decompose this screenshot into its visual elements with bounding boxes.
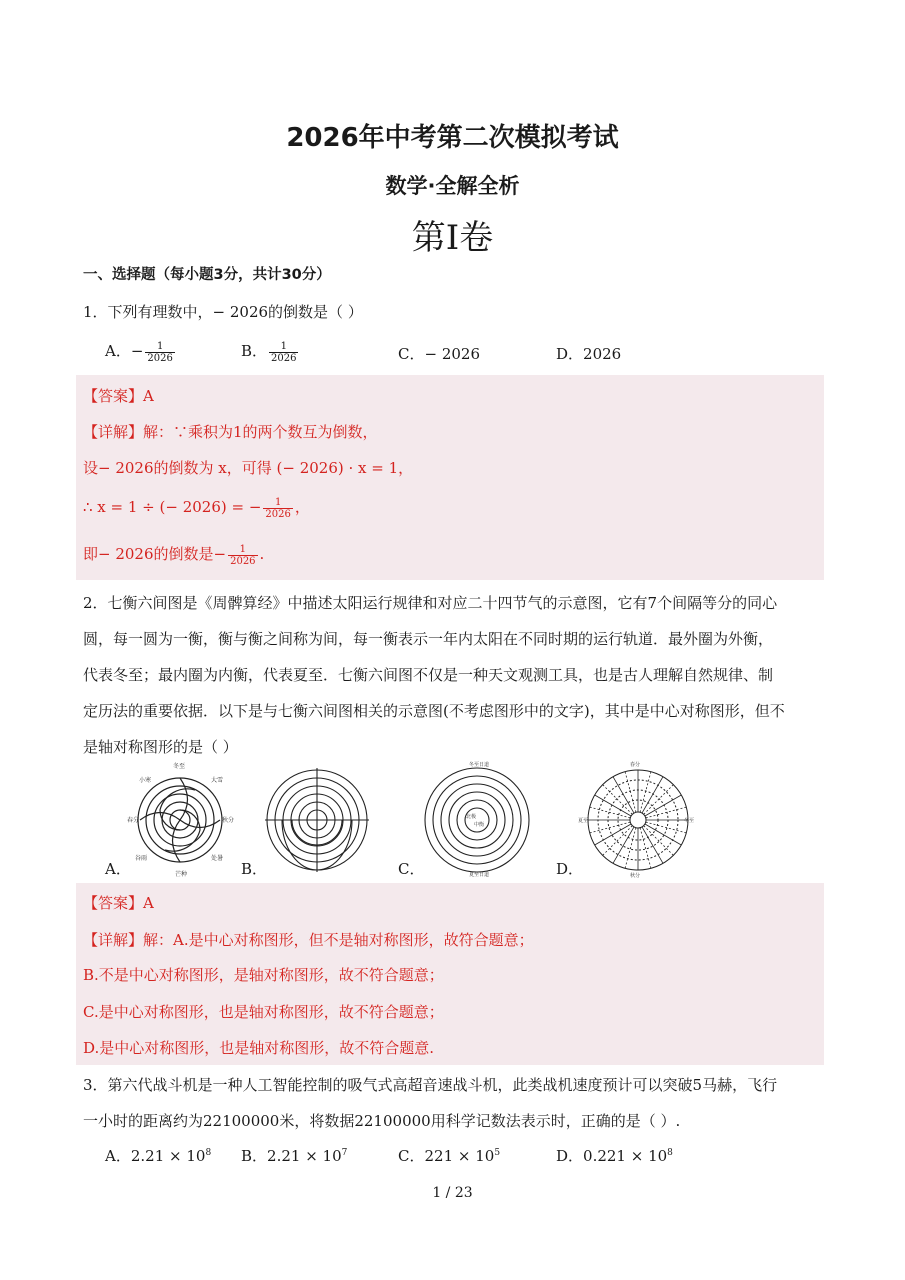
q1-stem: 1．下列有理数中，− 2026的倒数是（ ）: [83, 303, 363, 321]
wheel-spoke: [603, 785, 633, 815]
svg-text:秋分: 秋分: [630, 873, 641, 878]
exam-subtitle: 数学·全解全析: [385, 174, 520, 198]
figure-b-concentric-arcs: [262, 760, 372, 878]
svg-text:秋分: 秋分: [222, 817, 235, 824]
q2-stem-line-5: 是轴对称图形的是（ ）: [83, 738, 238, 756]
q2-option-b-label: B．: [241, 860, 268, 878]
q1-option-b: B． $\frac{1}{2026}$: [241, 340, 297, 364]
q2-option-a-label: A．: [105, 860, 131, 878]
exam-title: 2026年中考第二次模拟考试: [286, 123, 619, 153]
svg-text:处暑: 处暑: [211, 855, 224, 862]
q3-stem-line-1: 3．第六代战斗机是一种人工智能控制的吸气式高超音速战斗机，此类战机速度预计可以突破5马赫，飞行: [83, 1076, 778, 1094]
figure-a-spiral-diagram: [125, 760, 235, 878]
q1-detail-3: ∴ x = 1 ÷ (− 2026) = − $\frac{1}{2026}$ ，: [83, 496, 310, 520]
wheel-spoke: [644, 826, 674, 856]
q2-detail-4: D.是中心对称图形，也是轴对称图形，故不符合题意.: [83, 1039, 435, 1057]
q3-option-c: C．$221 \times 10^5$: [398, 1147, 501, 1165]
wheel-spoke: [640, 828, 651, 869]
q1-option-c: C．− 2026: [398, 345, 480, 363]
svg-text:中衡: 中衡: [474, 822, 485, 828]
q3-option-a: A．$2.21 \times 10^8$: [105, 1147, 212, 1165]
wheel-spoke: [590, 822, 631, 833]
wheel-spoke: [646, 822, 687, 833]
svg-text:夏至日道: 夏至日道: [469, 872, 490, 878]
svg-text:谷雨: 谷雨: [135, 855, 148, 862]
section-heading: 一、选择题（每小题3分，共计30分）: [83, 267, 331, 283]
q3-option-d: D．$0.221 \times 10^8$: [556, 1147, 673, 1165]
svg-text:小寒: 小寒: [139, 777, 152, 784]
wheel-spoke: [644, 785, 674, 815]
q1-option-a: A．− $\frac{1}{2026}$: [105, 340, 173, 364]
wheel-spoke: [625, 828, 636, 869]
wheel-spoke: [603, 826, 633, 856]
svg-text:春分: 春分: [127, 817, 140, 824]
q1-option-d: D．2026: [556, 345, 622, 363]
page-number: 1 / 23: [432, 1185, 473, 1201]
figure-c-labeled-circles: [422, 760, 532, 878]
q2-stem-line-3: 代表冬至；最内圈为内衡，代表夏至．七衡六间图不仅是一种天文观测工具，也是古人理解自然规律、制: [83, 666, 774, 684]
q2-detail-1: 【详解】解：A.是中心对称图形，但不是轴对称图形，故符合题意；: [83, 931, 534, 949]
svg-text:芒种: 芒种: [175, 871, 188, 878]
figure-d-wheel-diagram: [578, 760, 698, 878]
q3-stem-line-2: 一小时的距离约为22100000米，将数据22100000用科学记数法表示时，正确的是（ ）.: [83, 1112, 681, 1130]
volume-title: 第Ⅰ卷: [411, 218, 494, 258]
svg-text:冬至: 冬至: [173, 763, 186, 770]
svg-text:春分: 春分: [630, 762, 641, 768]
q1-detail-2: 设− 2026的倒数为 x，可得 (− 2026) · x = 1，: [83, 459, 414, 477]
q1-answer: 【答案】A: [83, 387, 154, 405]
svg-text:夏至: 夏至: [578, 818, 589, 824]
q1-detail-1: 【详解】解：∵乘积为1的两个数互为倒数，: [83, 423, 378, 441]
svg-text:大雪: 大雪: [211, 777, 224, 784]
q2-detail-2: B.不是中心对称图形，是轴对称图形，故不符合题意；: [83, 966, 444, 984]
svg-text:冬至日道: 冬至日道: [469, 762, 490, 768]
q2-option-d-label: D．: [556, 860, 584, 878]
q2-option-c-label: C．: [398, 860, 425, 878]
q2-answer: 【答案】A: [83, 894, 154, 912]
q1-detail-4: 即− 2026的倒数是− $\frac{1}{2026}$ .: [83, 543, 265, 567]
q3-option-b: B．$2.21 \times 10^7$: [241, 1147, 348, 1165]
q2-stem-line-1: 2．七衡六间图是《周髀算经》中描述太阳运行规律和对应二十四节气的示意图，它有7个间隔等分的同心: [83, 594, 778, 612]
q2-stem-line-4: 定历法的重要依据．以下是与七衡六间图相关的示意图(不考虑图形中的文字)，其中是中心对称图形，但不: [83, 702, 785, 720]
q2-stem-line-2: 圆，每一圆为一衡，衡与衡之间称为间，每一衡表示一年内太阳在不同时期的运行轨道．最外圈为外衡，: [83, 630, 774, 648]
svg-text:冬至: 冬至: [684, 818, 695, 824]
svg-text:北极: 北极: [466, 814, 477, 820]
q2-detail-3: C.是中心对称图形，也是轴对称图形，故不符合题意；: [83, 1003, 444, 1021]
